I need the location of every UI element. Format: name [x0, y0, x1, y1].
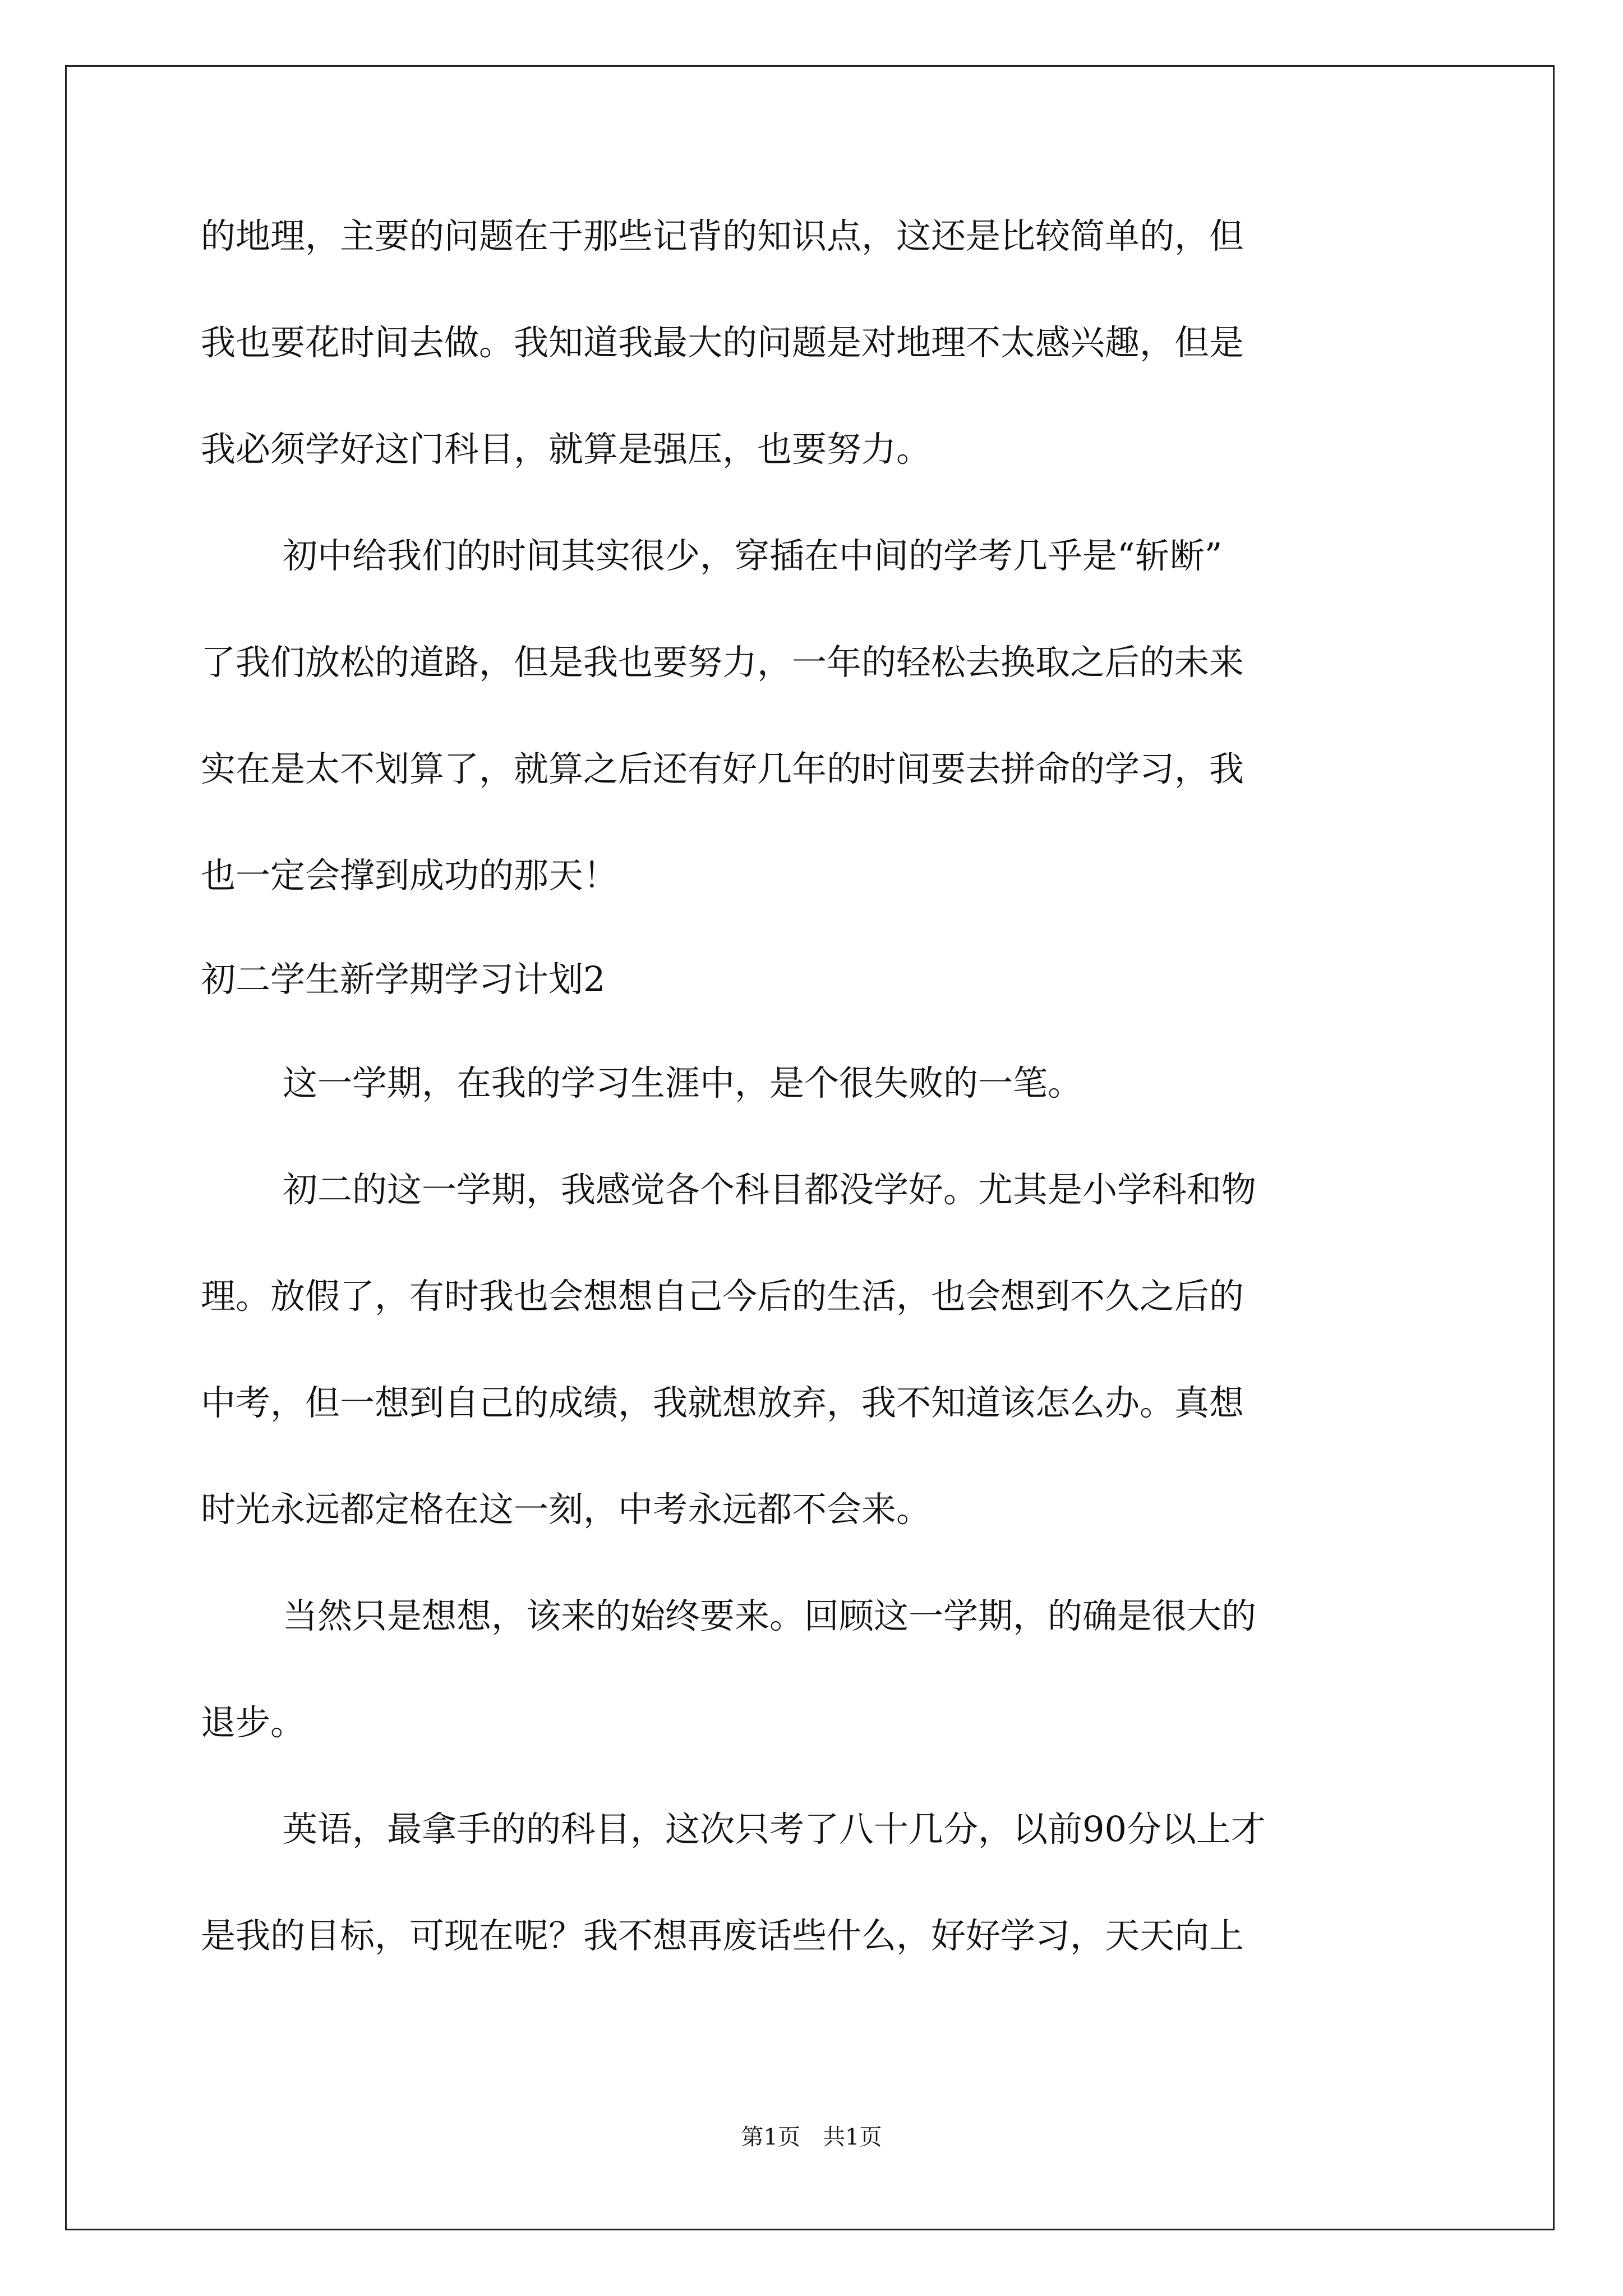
- text-line: 英语，最拿手的的科目，这次只考了八十几分，以前90分以上才: [283, 1809, 1266, 1849]
- text-line: 实在是太不划算了，就算之后还有好几年的时间要去拼命的学习，我: [201, 748, 1244, 789]
- text-line: 我也要花时间去做。我知道我最大的问题是对地理不太感兴趣，但是: [201, 322, 1244, 363]
- text-line: 时光永远都定格在这一刻，中考永远都不会来。: [201, 1489, 932, 1530]
- text-line: 的地理，主要的问题在于那些记背的知识点，这还是比较简单的，但: [201, 215, 1244, 256]
- text-line: 初二的这一学期，我感觉各个科目都没学好。尤其是小学科和物: [283, 1169, 1257, 1210]
- page-border: [65, 65, 1555, 2230]
- text-line: 中考，但一想到自己的成绩，我就想放弃，我不知道该怎么办。真想: [201, 1382, 1244, 1423]
- text-line: 当然只是想想，该来的始终要来。回顾这一学期，的确是很大的: [283, 1595, 1257, 1636]
- section-heading: 初二学生新学期学习计划2: [201, 959, 606, 1000]
- text-line: 我必须学好这门科目，就算是强压，也要努力。: [201, 429, 932, 470]
- page-number: 第1页 共1页: [741, 2124, 882, 2150]
- text-line: 初中给我们的时间其实很少，穿插在中间的学考几乎是“斩断”: [283, 535, 1223, 576]
- text-line: 了我们放松的道路，但是我也要努力，一年的轻松去换取之后的未来: [201, 642, 1244, 683]
- text-line: 退步。: [201, 1702, 306, 1743]
- text-line: 是我的目标，可现在呢？我不想再废话些什么，好好学习，天天向上: [201, 1915, 1244, 1956]
- text-line: 这一学期，在我的学习生涯中，是个很失败的一笔。: [283, 1062, 1083, 1103]
- text-line: 也一定会撑到成功的那天！: [201, 855, 619, 896]
- text-line: 理。放假了，有时我也会想想自己今后的生活，也会想到不久之后的: [201, 1276, 1244, 1317]
